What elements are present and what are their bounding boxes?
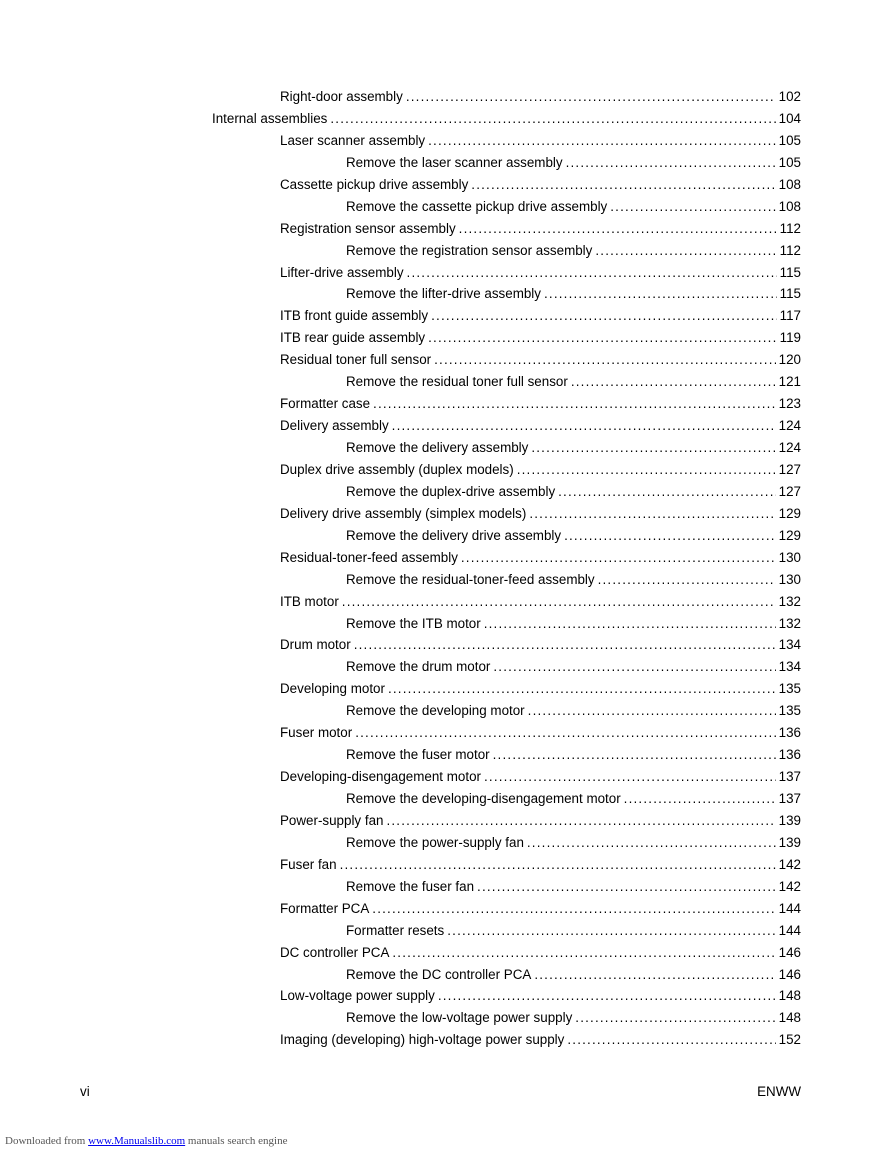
toc-entry-line (346, 240, 801, 262)
toc-entry-title: Imaging (developing) high-voltage power supply (280, 1032, 565, 1048)
toc-entry-page: 108 (778, 198, 801, 214)
toc-entry-page: 142 (778, 878, 801, 894)
toc-entry-page: 146 (778, 944, 801, 960)
toc-leader-dots (477, 876, 776, 898)
toc-entry-title: Remove the fuser motor (346, 747, 490, 763)
toc-entry-line (280, 942, 801, 964)
toc-leader-dots (428, 327, 777, 349)
toc-entry-page: 127 (778, 461, 801, 477)
toc-entry[interactable] (0, 876, 893, 898)
toc-entry-page: 129 (778, 527, 801, 543)
toc-entry[interactable] (0, 86, 893, 108)
toc-entry-title: Residual toner full sensor (280, 352, 432, 368)
toc-entry-page: 127 (778, 483, 801, 499)
toc-entry-page: 115 (779, 286, 801, 302)
toc-entry[interactable] (0, 393, 893, 415)
toc-entry-title: Remove the DC controller PCA (346, 966, 532, 982)
toc-entry-line (346, 371, 801, 393)
toc-entry-page: 139 (778, 812, 801, 828)
toc-entry-line (280, 459, 801, 481)
toc-entry-title: Remove the lifter-drive assembly (346, 286, 541, 302)
toc-entry-title: Duplex drive assembly (duplex models) (280, 461, 514, 477)
toc-entry[interactable] (0, 766, 893, 788)
toc-entry-line (280, 327, 801, 349)
toc-entry-line (280, 854, 801, 876)
toc-entry-line (280, 722, 801, 744)
toc-entry-page: 132 (778, 593, 801, 609)
toc-entry-title: Remove the fuser fan (346, 878, 475, 894)
toc-entry-title: Registration sensor assembly (280, 220, 456, 236)
toc-entry-page: 144 (778, 922, 801, 938)
toc-entry-title: Developing motor (280, 681, 385, 697)
toc-entry-title: Remove the registration sensor assembly (346, 242, 593, 258)
toc-entry[interactable] (0, 942, 893, 964)
toc-entry[interactable] (0, 964, 893, 986)
toc-entry-page: 115 (779, 264, 801, 280)
toc-entry[interactable] (0, 810, 893, 832)
toc-entry-title: Low-voltage power supply (280, 988, 435, 1004)
toc-entry-page: 137 (778, 769, 801, 785)
toc-entry[interactable] (0, 305, 893, 327)
toc-leader-dots (434, 349, 776, 371)
toc-entry-title: Remove the drum motor (346, 659, 491, 675)
toc-entry[interactable] (0, 547, 893, 569)
toc-entry-page: 129 (778, 505, 801, 521)
toc-entry-page: 139 (778, 834, 801, 850)
toc-entry[interactable] (0, 1029, 893, 1051)
toc-entry-page: 148 (778, 1010, 801, 1026)
toc-entry-line (346, 964, 801, 986)
toc-leader-dots (407, 262, 777, 284)
toc-entry-page: 134 (778, 637, 801, 653)
toc-entry-line (280, 393, 801, 415)
toc-entry-page: 134 (778, 659, 801, 675)
toc-entry[interactable] (0, 854, 893, 876)
toc-entry-line (280, 262, 801, 284)
toc-entry[interactable] (0, 744, 893, 766)
toc-leader-dots (330, 108, 775, 130)
toc-entry-page: 130 (778, 571, 801, 587)
toc-leader-dots (567, 1029, 775, 1051)
toc-entry-title: ITB motor (280, 593, 339, 609)
toc-entry-page: 104 (778, 110, 801, 126)
toc-entry-title: ITB rear guide assembly (280, 330, 426, 346)
toc-entry-title: Remove the delivery assembly (346, 440, 529, 455)
toc-entry[interactable] (0, 349, 893, 371)
toc-leader-dots (493, 656, 775, 678)
toc-entry[interactable] (0, 985, 893, 1007)
toc-entry-page: 148 (778, 988, 801, 1004)
toc-entry-page: 136 (778, 725, 801, 741)
download-prefix: Downloaded from (5, 1135, 86, 1147)
toc-leader-dots (431, 305, 777, 327)
toc-entry-page: 119 (779, 330, 801, 346)
toc-leader-dots (598, 569, 776, 591)
toc-leader-dots (372, 898, 775, 920)
toc-entry-line (346, 613, 801, 635)
toc-entry[interactable] (0, 898, 893, 920)
toc-leader-dots (471, 174, 775, 196)
toc-entry-line (346, 481, 801, 503)
toc-entry-line (280, 305, 801, 327)
toc-leader-dots (354, 634, 776, 656)
toc-entry[interactable] (0, 415, 893, 437)
toc-entry-line (346, 656, 801, 678)
toc-entry-line (346, 788, 801, 810)
manualslib-link[interactable]: www.Manualslib.com (88, 1135, 186, 1147)
toc-leader-dots (392, 415, 776, 437)
download-notice (5, 1135, 287, 1147)
toc-entry-line (346, 832, 801, 854)
toc-entry-line (280, 349, 801, 371)
footer-brand: ENWW (757, 1084, 801, 1099)
toc-entry-title: ITB front guide assembly (280, 308, 429, 324)
toc-entry-title: Remove the delivery drive assembly (346, 527, 562, 543)
toc-entry[interactable] (0, 481, 893, 503)
toc-entry-line (346, 283, 801, 305)
toc-leader-dots (388, 678, 776, 700)
download-suffix: manuals search engine (187, 1135, 288, 1147)
toc-entry-title: Lifter-drive assembly (280, 264, 404, 280)
toc-entry-page: 123 (778, 396, 801, 412)
toc-leader-dots (406, 86, 776, 108)
toc-entry-page: 137 (778, 791, 801, 806)
toc-entry[interactable] (0, 503, 893, 525)
toc-entry[interactable] (0, 591, 893, 613)
toc-leader-dots (534, 964, 775, 986)
toc-entry-line (346, 1007, 801, 1029)
toc-leader-dots (558, 481, 776, 503)
toc-entry-page: 102 (778, 89, 801, 104)
toc-leader-dots (544, 283, 777, 305)
toc-leader-dots (566, 152, 776, 174)
toc-entry-title: Laser scanner assembly (280, 132, 426, 148)
toc-entry-line (280, 547, 801, 569)
toc-entry-title: DC controller PCA (280, 944, 390, 960)
toc-leader-dots (438, 985, 776, 1007)
toc-entry-title: Remove the laser scanner assembly (346, 154, 563, 170)
toc-leader-dots (386, 810, 775, 832)
footer-page-number: vi (80, 1084, 90, 1099)
toc-entry-line (212, 108, 801, 130)
toc-entry-line (346, 700, 801, 722)
toc-leader-dots (447, 920, 775, 942)
toc-entry-line (346, 876, 801, 898)
toc-entry-page: 112 (779, 220, 801, 236)
toc-entry-page: 130 (778, 549, 801, 565)
toc-entry-title: Remove the duplex-drive assembly (346, 483, 556, 499)
toc-leader-dots (610, 196, 775, 218)
toc-entry-page: 105 (778, 132, 801, 148)
toc-entry-line (346, 437, 801, 459)
toc-entry-title: Remove the developing motor (346, 703, 525, 719)
toc-entry-title: Remove the developing-disengagement motor (346, 791, 621, 806)
toc-entry[interactable] (0, 722, 893, 744)
toc-entry-line (280, 634, 801, 656)
toc-entry-line (280, 218, 801, 240)
toc-entry-title: Fuser fan (280, 856, 337, 872)
toc-entry[interactable] (0, 459, 893, 481)
toc-entry-page: 121 (778, 374, 801, 390)
toc-entry-page: 117 (779, 308, 801, 324)
toc-entry-line (280, 766, 801, 788)
toc-leader-dots (342, 591, 776, 613)
toc-entry[interactable] (0, 240, 893, 262)
toc-entry-line (280, 1029, 801, 1051)
toc-leader-dots (355, 722, 775, 744)
toc-leader-dots (528, 700, 776, 722)
toc-entry[interactable] (0, 613, 893, 635)
toc-entry-line (280, 985, 801, 1007)
toc-leader-dots (564, 525, 776, 547)
toc-entry-line (280, 174, 801, 196)
toc-entry-page: 108 (778, 176, 801, 192)
toc-entry-line (346, 196, 801, 218)
toc-leader-dots (459, 218, 777, 240)
toc-entry-line (280, 86, 801, 108)
toc-entry[interactable] (0, 174, 893, 196)
toc-entry[interactable] (0, 196, 893, 218)
toc-entry-line (280, 591, 801, 613)
toc-leader-dots (571, 371, 776, 393)
toc-leader-dots (493, 744, 776, 766)
toc-entry-title: Delivery drive assembly (simplex models) (280, 505, 527, 521)
toc-entry-page: 136 (778, 747, 801, 763)
toc-entry[interactable] (0, 832, 893, 854)
toc-entry-line (280, 503, 801, 525)
table-of-contents (0, 86, 893, 1051)
toc-entry-line (346, 569, 801, 591)
toc-entry[interactable] (0, 108, 893, 130)
toc-entry[interactable] (0, 130, 893, 152)
toc-entry[interactable] (0, 218, 893, 240)
toc-entry-title: Formatter case (280, 396, 371, 412)
toc-entry-title: Remove the power-supply fan (346, 834, 524, 850)
toc-entry[interactable] (0, 788, 893, 810)
toc-entry-title: Internal assemblies (212, 110, 328, 126)
toc-entry[interactable] (0, 262, 893, 284)
toc-entry-title: Delivery assembly (280, 418, 389, 434)
toc-entry[interactable] (0, 700, 893, 722)
toc-entry-line (346, 920, 801, 942)
toc-entry-page: 135 (778, 681, 801, 697)
toc-leader-dots (517, 459, 776, 481)
toc-entry-page: 112 (779, 242, 801, 258)
toc-entry-title: Power-supply fan (280, 812, 384, 828)
toc-entry[interactable] (0, 920, 893, 942)
toc-entry-title: Formatter resets (346, 922, 445, 938)
toc-entry-line (280, 810, 801, 832)
toc-leader-dots (373, 393, 776, 415)
toc-entry[interactable] (0, 152, 893, 174)
toc-entry[interactable] (0, 371, 893, 393)
toc-entry-title: Drum motor (280, 637, 351, 653)
toc-entry-title: Formatter PCA (280, 900, 370, 916)
toc-entry-title: Cassette pickup drive assembly (280, 176, 469, 192)
toc-entry[interactable] (0, 327, 893, 349)
toc-entry-line (280, 130, 801, 152)
toc-entry-page: 146 (778, 966, 801, 982)
toc-leader-dots (575, 1007, 775, 1029)
toc-leader-dots (461, 547, 776, 569)
toc-entry-page: 105 (778, 154, 801, 170)
toc-entry-page: 142 (778, 856, 801, 872)
toc-leader-dots (527, 832, 776, 854)
toc-entry-title: Remove the cassette pickup drive assembly (346, 198, 608, 214)
toc-entry-title: Remove the residual-toner-feed assembly (346, 571, 595, 587)
toc-entry-line (280, 678, 801, 700)
toc-entry-page: 152 (778, 1032, 801, 1048)
toc-entry[interactable] (0, 656, 893, 678)
toc-entry-line (280, 898, 801, 920)
toc-entry[interactable] (0, 283, 893, 305)
toc-entry-title: Fuser motor (280, 725, 353, 741)
toc-entry-title: Remove the residual toner full sensor (346, 374, 568, 390)
toc-leader-dots (624, 788, 776, 810)
toc-entry-title: Remove the ITB motor (346, 615, 481, 631)
toc-leader-dots (484, 766, 776, 788)
toc-entry-page: 144 (778, 900, 801, 916)
toc-entry-line (346, 744, 801, 766)
toc-leader-dots (428, 130, 776, 152)
toc-leader-dots (392, 942, 775, 964)
toc-entry[interactable] (0, 437, 893, 459)
toc-entry[interactable] (0, 525, 893, 547)
toc-entry-page: 132 (778, 615, 801, 631)
toc-leader-dots (595, 240, 776, 262)
toc-entry-line (346, 525, 801, 547)
toc-entry-title: Right-door assembly (280, 89, 403, 104)
toc-entry[interactable] (0, 634, 893, 656)
toc-entry-title: Developing-disengagement motor (280, 769, 481, 785)
toc-entry-page: 124 (778, 418, 801, 434)
toc-entry-page: 135 (778, 703, 801, 719)
toc-leader-dots (531, 437, 775, 459)
toc-entry[interactable] (0, 678, 893, 700)
toc-entry-page: 120 (778, 352, 801, 368)
toc-entry-line (280, 415, 801, 437)
toc-leader-dots (484, 613, 776, 635)
toc-entry[interactable] (0, 1007, 893, 1029)
toc-entry-page: 124 (778, 440, 801, 455)
toc-entry-line (346, 152, 801, 174)
toc-leader-dots (529, 503, 775, 525)
toc-entry-title: Remove the low-voltage power supply (346, 1010, 573, 1026)
toc-leader-dots (340, 854, 776, 876)
toc-entry[interactable] (0, 569, 893, 591)
toc-entry-title: Residual-toner-feed assembly (280, 549, 458, 565)
